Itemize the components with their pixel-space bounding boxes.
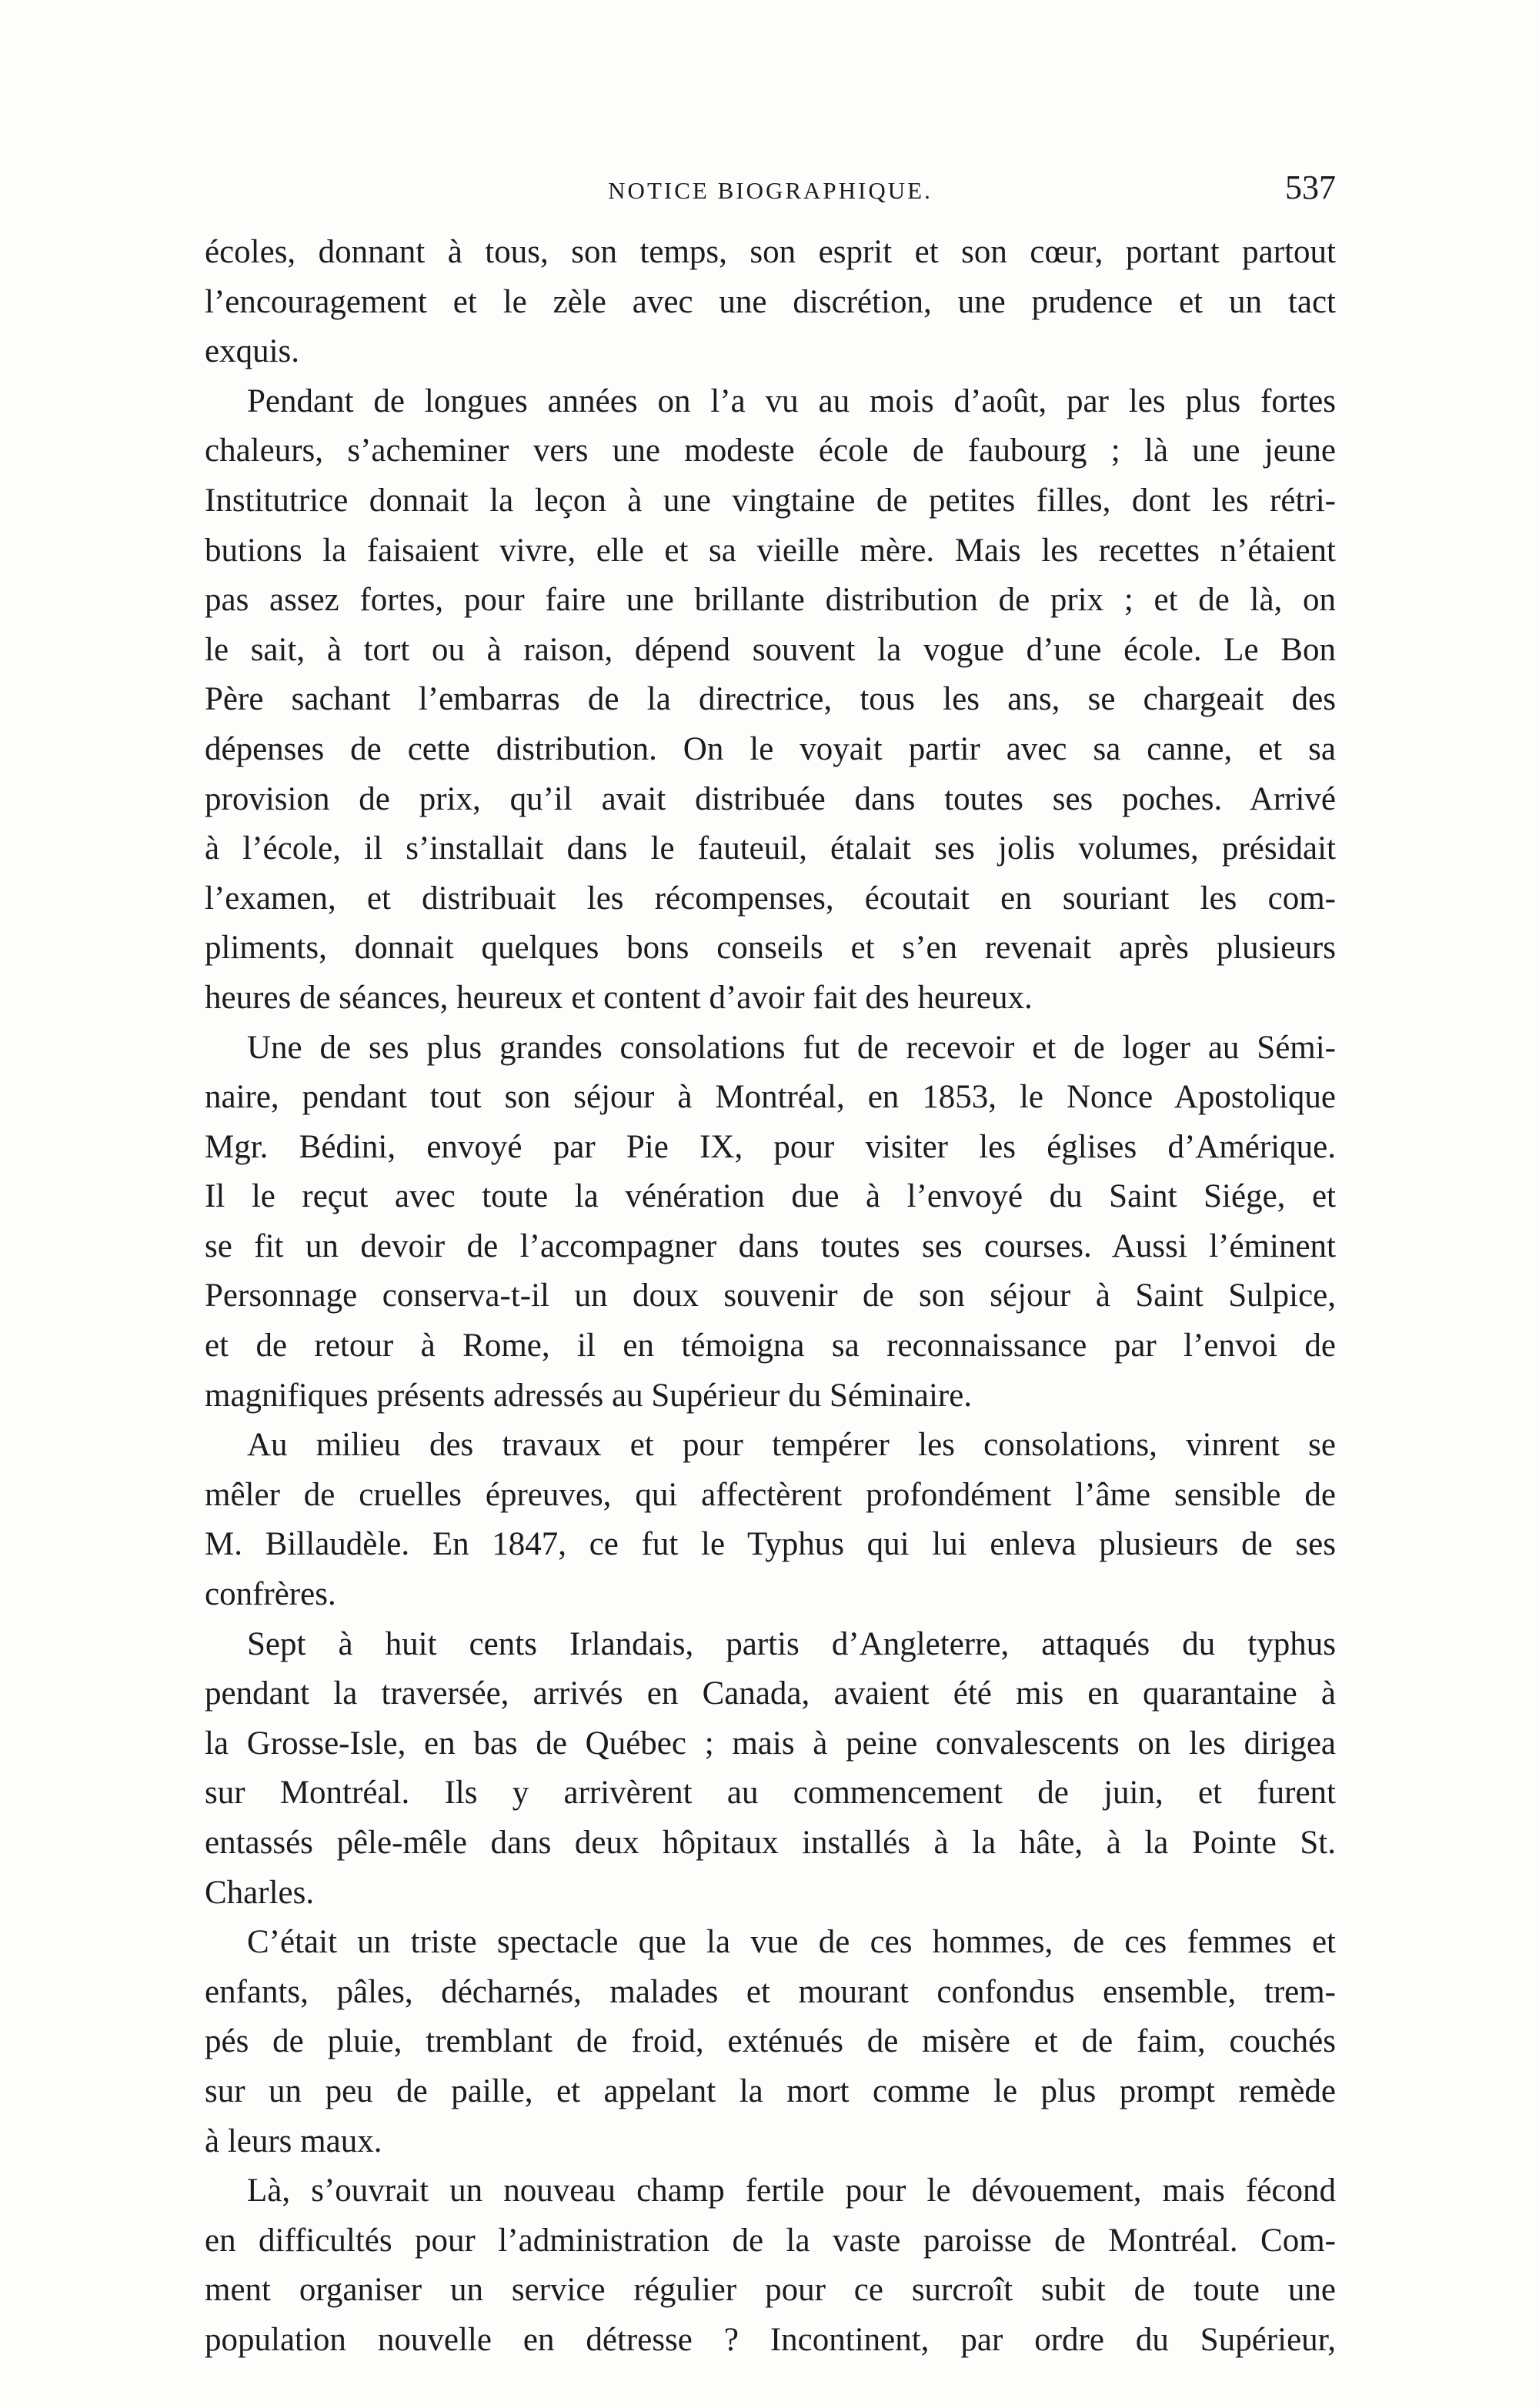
text-line: Sept à huit cents Irlandais, partis d’Angleterre, attaqués du typhus bbox=[247, 1625, 1336, 1662]
text-line: l’examen, et distribuait les récompenses, écoutait en souriant les com- bbox=[205, 880, 1336, 917]
text-line: Institutrice donnait la leçon à une vingtaine de petites filles, dont les rétri- bbox=[205, 482, 1336, 519]
text-line: se fit un devoir de l’accompagner dans toutes ses courses. Aussi l’éminent bbox=[205, 1227, 1336, 1264]
text-line: exquis. bbox=[205, 333, 300, 370]
text-line: Charles. bbox=[205, 1874, 315, 1911]
text-line: provision de prix, qu’il avait distribuée dans toutes ses poches. Arrivé bbox=[205, 780, 1336, 817]
text-line: population nouvelle en détresse ? Incontinent, par ordre du Supérieur, bbox=[205, 2321, 1336, 2358]
text-line: sur Montréal. Ils y arrivèrent au commencement de juin, et furent bbox=[205, 1775, 1336, 1812]
text-line: Pendant de longues années on l’a vu au mois d’août, par les plus fortes bbox=[247, 382, 1336, 419]
text-line: pés de pluie, tremblant de froid, exténués de misère et de faim, couchés bbox=[205, 2023, 1336, 2060]
text-line: Père sachant l’embarras de la directrice, tous les ans, se chargeait des bbox=[205, 681, 1336, 718]
text-line: mêler de cruelles épreuves, qui affectèrent profondément l’âme sensible de bbox=[205, 1476, 1336, 1513]
text-line: sur un peu de paille, et appelant la mort comme le plus prompt remède bbox=[205, 2072, 1336, 2109]
page-number: 537 bbox=[1285, 169, 1336, 206]
running-head: NOTICE BIOGRAPHIQUE. bbox=[608, 177, 933, 204]
text-line: pendant la traversée, arrivés en Canada, avaient été mis en quarantaine à bbox=[205, 1675, 1336, 1712]
text-line: C’était un triste spectacle que la vue de ces hommes, de ces femmes et bbox=[247, 1924, 1336, 1961]
text-line: magnifiques présents adressés au Supérieur du Séminaire. bbox=[205, 1377, 973, 1414]
text-line: pliments, donnait quelques bons conseils et s’en revenait après plusieurs bbox=[205, 930, 1336, 967]
text-line: à l’école, il s’installait dans le fauteuil, étalait ses jolis volumes, présidait bbox=[205, 830, 1336, 867]
body-text bbox=[205, 228, 1336, 2366]
text-line: écoles, donnant à tous, son temps, son esprit et son cœur, portant partout bbox=[205, 234, 1336, 270]
text-line: pas assez fortes, pour faire une brillante distribution de prix ; et de là, on bbox=[205, 582, 1336, 619]
text-line: confrères. bbox=[205, 1576, 336, 1613]
text-line: Là, s’ouvrait un nouveau champ fertile pour le dévouement, mais fécond bbox=[247, 2173, 1336, 2209]
text-line: Il le reçut avec toute la vénération due à l’envoyé du Saint Siége, et bbox=[205, 1178, 1336, 1215]
text-line: heures de séances, heureux et content d’avoir fait des heureux. bbox=[205, 979, 1033, 1016]
text-line: Personnage conserva-t-il un doux souvenir de son séjour à Saint Sulpice, bbox=[205, 1277, 1336, 1314]
text-line: M. Billaudèle. En 1847, ce fut le Typhus qui lui enleva plusieurs de ses bbox=[205, 1526, 1336, 1563]
text-line: l’encouragement et le zèle avec une discrétion, une prudence et un tact bbox=[205, 283, 1336, 320]
text-line: Une de ses plus grandes consolations fut de recevoir et de loger au Sémi- bbox=[247, 1029, 1336, 1066]
text-line: Au milieu des travaux et pour tempérer les consolations, vinrent se bbox=[247, 1427, 1336, 1464]
text-line: butions la faisaient vivre, elle et sa vieille mère. Mais les recettes n’étaient bbox=[205, 532, 1336, 569]
text-line: enfants, pâles, décharnés, malades et mourant confondus ensemble, trem- bbox=[205, 1973, 1336, 2010]
text-line: en difficultés pour l’administration de la vaste paroisse de Montréal. Com- bbox=[205, 2222, 1336, 2259]
text-line: entassés pêle-mêle dans deux hôpitaux installés à la hâte, à la Pointe St. bbox=[205, 1825, 1336, 1861]
text-line: et de retour à Rome, il en témoigna sa reconnaissance par l’envoi de bbox=[205, 1328, 1336, 1364]
text-line: ment organiser un service régulier pour ce surcroît subit de toute une bbox=[205, 2272, 1336, 2309]
text-line: chaleurs, s’acheminer vers une modeste école de faubourg ; là une jeune bbox=[205, 433, 1336, 469]
text-line: Mgr. Bédini, envoyé par Pie IX, pour visiter les églises d’Amérique. bbox=[205, 1128, 1336, 1165]
text-line: la Grosse-Isle, en bas de Québec ; mais à peine convalescents on les dirigea bbox=[205, 1725, 1336, 1762]
text-line: le sait, à tort ou à raison, dépend souvent la vogue d’une école. Le Bon bbox=[205, 631, 1336, 668]
text-line: dépenses de cette distribution. On le voyait partir avec sa canne, et sa bbox=[205, 730, 1336, 767]
text-line: à leurs maux. bbox=[205, 2122, 382, 2159]
page-header bbox=[205, 168, 1336, 214]
text-line: naire, pendant tout son séjour à Montréal, en 1853, le Nonce Apostolique bbox=[205, 1079, 1336, 1116]
